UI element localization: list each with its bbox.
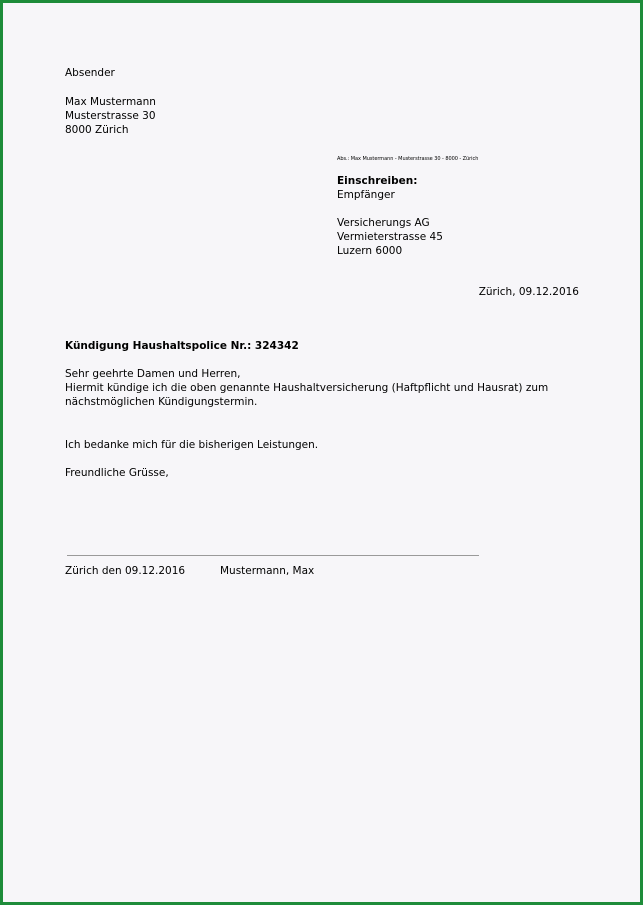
place-date: Zürich, 09.12.2016 [478,286,579,298]
sender-city: 8000 Zürich [65,124,129,136]
closing: Freundliche Grüsse, [65,467,169,479]
body-line-1: Hiermit kündige ich die oben genannte Haushaltversicherung (Haftpflicht und Hausrat) zum [65,382,549,394]
sender-street: Musterstrasse 30 [65,110,156,122]
return-address-line: Abs.: Max Mustermann - Musterstrasse 30 - 8000 - Zürich [337,156,479,162]
subject-line: Kündigung Haushaltspolice Nr.: 324342 [65,340,299,352]
delivery-type: Einschreiben: [337,175,418,187]
salutation: Sehr geehrte Damen und Herren, [65,368,241,380]
recipient-label: Empfänger [337,189,395,201]
sender-name: Max Mustermann [65,96,156,108]
recipient-company: Versicherungs AG [337,217,430,229]
sender-heading: Absender [65,67,115,79]
signature-line [67,555,479,556]
recipient-street: Vermieterstrasse 45 [337,231,443,243]
signature-place-date: Zürich den 09.12.2016 [65,565,186,577]
signature-name: Mustermann, Max [220,565,315,577]
recipient-city: Luzern 6000 [337,245,403,257]
body-line-2: nächstmöglichen Kündigungstermin. [65,396,258,408]
thanks-line: Ich bedanke mich für die bisherigen Leistungen. [65,439,319,451]
